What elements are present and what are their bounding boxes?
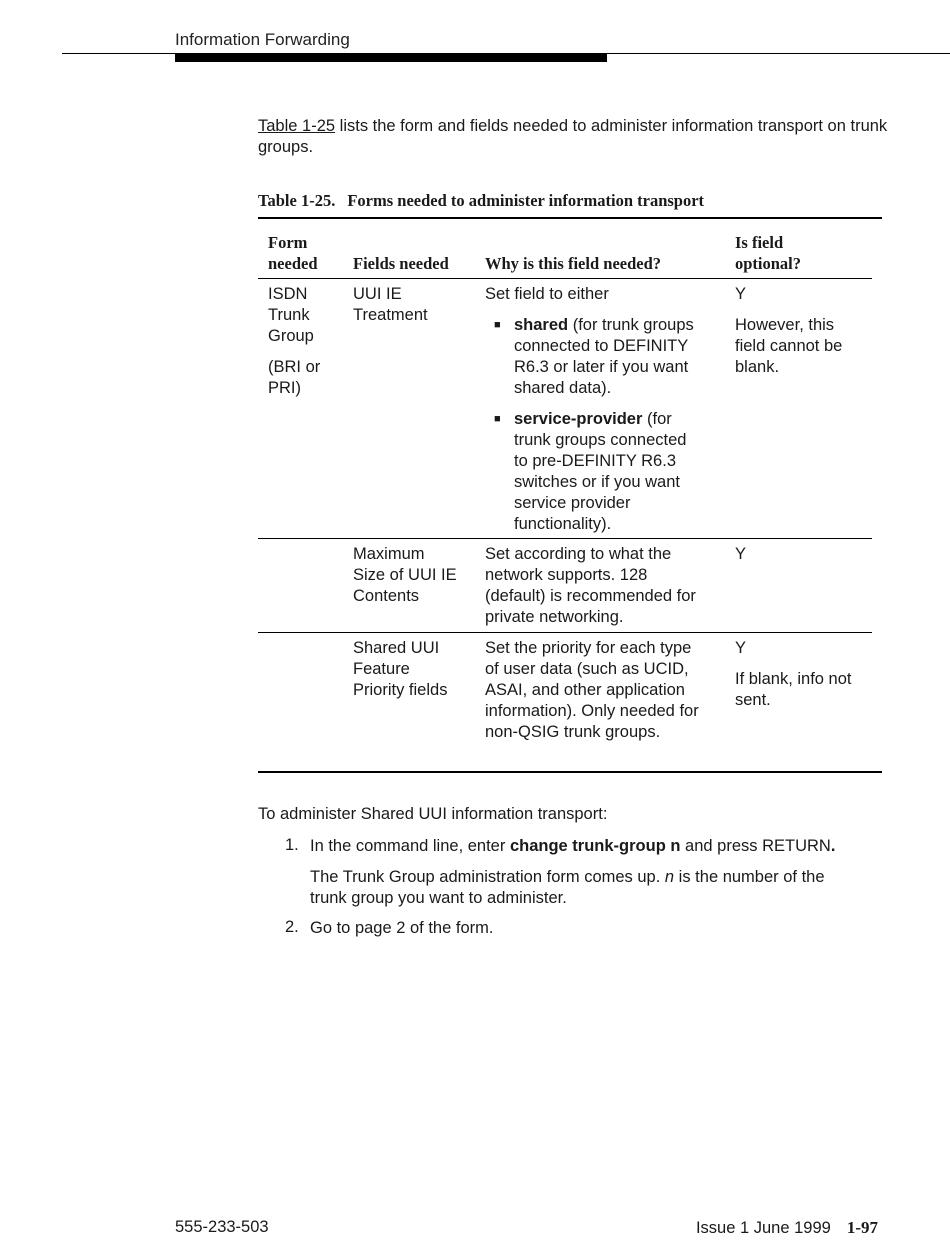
bullet-square-icon: ■	[494, 319, 501, 331]
step-2-text: Go to page 2 of the form.	[310, 919, 494, 937]
column-header-form: Form needed	[268, 233, 318, 273]
table-cell-why: Set the priority for each type of user data (such as UCID, ASAI, and other application information). Only needed for non-QSIG trunk groups.	[485, 639, 699, 741]
intro-text: lists the form and fields needed to administer information transport on trunk groups.	[258, 117, 888, 156]
table-caption-number: Table 1-25.	[258, 191, 336, 210]
page-number: 1-97	[846, 1218, 878, 1237]
bullet-item-shared: shared (for trunk groups connected to DEFINITY R6.3 or later if you want shared data).	[514, 316, 694, 397]
step-1-text: In the command line, enter change trunk-group n and press RETURN.	[310, 837, 836, 855]
table-row-divider	[258, 538, 872, 539]
table-top-rule	[258, 217, 882, 219]
step-number: 2.	[285, 918, 299, 936]
table-cell-why: Set according to what the network supports. 128 (default) is recommended for private networking.	[485, 545, 696, 626]
table-bottom-rule	[258, 771, 882, 773]
table-header-rule	[258, 278, 872, 279]
footer-issue: Issue 1 June 1999 1-97	[695, 1218, 878, 1237]
table-cell-form: ISDN Trunk Group (BRI or PRI)	[268, 285, 321, 397]
intro-paragraph	[258, 116, 888, 158]
column-header-optional: Is field optional?	[735, 233, 802, 273]
column-header-why: Why is this field needed?	[485, 254, 662, 273]
table-row-divider	[258, 632, 872, 633]
step-number: 1.	[285, 836, 299, 854]
table-cell-field: Maximum Size of UUI IE Contents	[353, 545, 457, 605]
command-text: change trunk-group n	[509, 837, 681, 855]
table-cell-why: Set field to either	[485, 285, 609, 303]
table-cell-optional: Y If blank, info not sent.	[735, 639, 852, 709]
table-cell-field: Shared UUI Feature Priority fields	[353, 639, 448, 699]
table-cell-optional: Y However, this field cannot be blank.	[735, 285, 843, 376]
header-bar	[175, 54, 607, 62]
procedure-intro: To administer Shared UUI information transport:	[258, 805, 608, 823]
table-caption	[258, 191, 704, 211]
step-1-note: The Trunk Group administration form comes up. n is the number of the trunk group you want to administer.	[310, 868, 825, 907]
table-cell-field: UUI IE Treatment	[353, 285, 428, 324]
bullet-item-service-provider: service-provider (for trunk groups connected to pre-DEFINITY R6.3 switches or if you want service provider functionality).	[514, 410, 687, 533]
footer-doc-number: 555-233-503	[175, 1218, 269, 1236]
bullet-square-icon: ■	[494, 413, 501, 425]
table-cell-optional: Y	[735, 545, 747, 563]
column-header-fields: Fields needed	[353, 254, 449, 273]
table-caption-title: Forms needed to administer information transport	[347, 191, 705, 210]
running-header: Information Forwarding	[175, 30, 350, 49]
table-reference-link[interactable]: Table 1-25	[258, 117, 336, 135]
